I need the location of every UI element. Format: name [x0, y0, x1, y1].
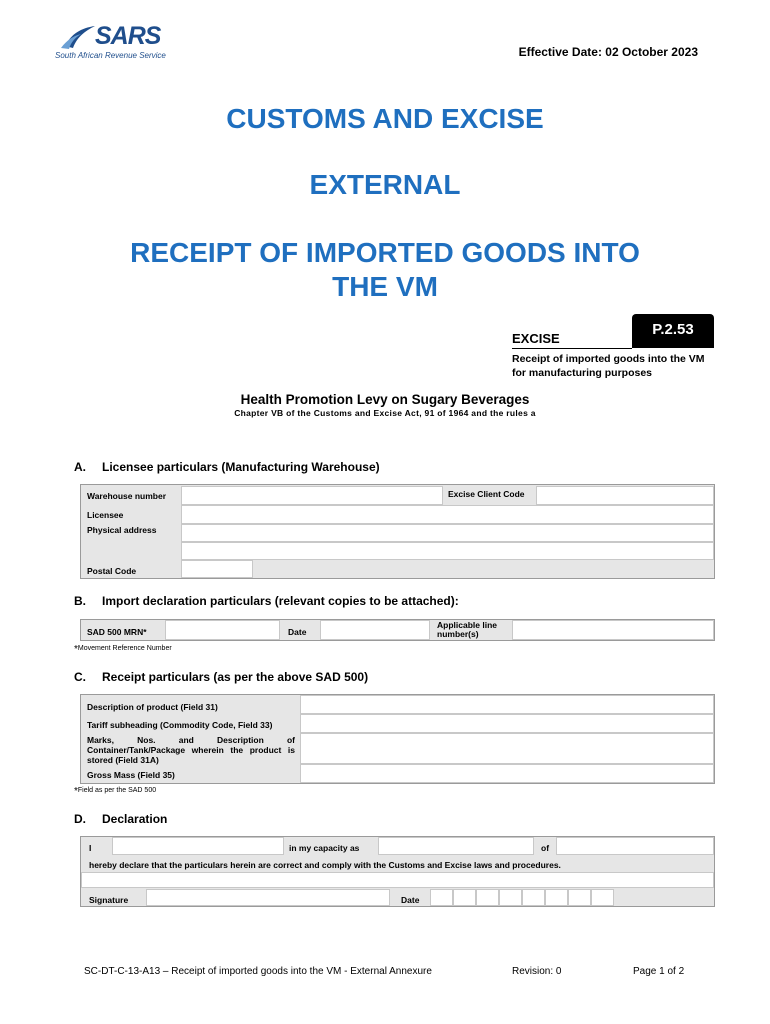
section-b-letter: B. [74, 594, 86, 608]
section-b-title: Import declaration particulars (relevant copies to be attached): [102, 594, 459, 608]
postal-code-input[interactable] [181, 560, 253, 578]
title-receipt-line2: THE VM [332, 271, 438, 302]
date-box-7[interactable] [568, 889, 591, 906]
logo-subtitle: South African Revenue Service [55, 51, 166, 60]
declaration-blank-row [81, 872, 714, 888]
product-description-input[interactable] [300, 695, 714, 714]
product-description-label: Description of product (Field 31) [87, 702, 218, 712]
postal-code-label: Postal Code [87, 566, 137, 576]
date-box-8[interactable] [591, 889, 614, 906]
date-box-3[interactable] [476, 889, 499, 906]
tariff-subheading-label: Tariff subheading (Commodity Code, Field 33) [87, 720, 273, 730]
of-label: of [541, 843, 550, 853]
sad500-mrn-label: SAD 500 MRN* [87, 627, 147, 637]
section-a-title: Licensee particulars (Manufacturing Warehouse) [102, 460, 380, 474]
section-c-letter: C. [74, 670, 86, 684]
warehouse-number-label: Warehouse number [87, 491, 167, 501]
title-receipt-line1: RECEIPT OF IMPORTED GOODS INTO [130, 237, 640, 268]
signature-input[interactable] [146, 889, 390, 906]
sars-logo [55, 22, 165, 62]
logo-wordmark: SARS [95, 22, 161, 50]
title-customs-excise: CUSTOMS AND EXCISE [226, 103, 544, 134]
physical-address-label: Physical address [87, 525, 157, 535]
sars-swoosh-icon [61, 24, 97, 50]
sad-field-footnote: *Field as per the SAD 500 [74, 786, 157, 797]
date-box-2[interactable] [453, 889, 476, 906]
physical-address-input-1[interactable] [181, 524, 714, 542]
date-box-4[interactable] [499, 889, 522, 906]
licensee-label: Licensee [87, 510, 124, 520]
warehouse-number-input[interactable] [181, 486, 443, 505]
declaration-statement: hereby declare that the particulars herein are correct and comply with the Customs and Excise laws and procedures. [89, 860, 561, 870]
title-external: EXTERNAL [309, 169, 461, 200]
licensee-input[interactable] [181, 505, 714, 524]
declarant-name-input[interactable] [112, 837, 284, 855]
levy-title: Health Promotion Levy on Sugary Beverages [240, 392, 530, 407]
form-description: Receipt of imported goods into the VM for manufacturing purposes [512, 353, 705, 379]
footer-document-ref: SC-DT-C-13-A13 – Receipt of imported goods into the VM - External Annexure [84, 966, 432, 977]
declarant-i-label: I [89, 843, 92, 853]
sad500-mrn-input[interactable] [165, 620, 280, 640]
tariff-subheading-input[interactable] [300, 714, 714, 733]
of-input[interactable] [556, 837, 714, 855]
section-d-letter: D. [74, 812, 86, 826]
form-category: EXCISE [512, 331, 560, 346]
levy-subtitle: Chapter VB of the Customs and Excise Act, 91 of 1964 and the rules a [234, 408, 536, 418]
date-box-1[interactable] [430, 889, 453, 906]
import-date-label: Date [288, 627, 307, 637]
gross-mass-input[interactable] [300, 764, 714, 783]
signature-label: Signature [89, 895, 129, 905]
import-date-input[interactable] [320, 620, 430, 640]
section-d-title: Declaration [102, 812, 168, 826]
excise-client-code-input[interactable] [536, 486, 714, 505]
date-box-5[interactable] [522, 889, 545, 906]
capacity-label: in my capacity as [289, 843, 360, 853]
section-a-letter: A. [74, 460, 86, 474]
applicable-line-input[interactable] [512, 620, 714, 640]
footer-revision: Revision: 0 [512, 966, 562, 977]
date-box-6[interactable] [545, 889, 568, 906]
gross-mass-label: Gross Mass (Field 35) [87, 770, 175, 780]
capacity-input[interactable] [378, 837, 534, 855]
physical-address-input-2[interactable] [181, 542, 714, 560]
effective-date: Effective Date: 02 October 2023 [518, 45, 698, 59]
applicable-line-label: Applicable line number(s) [437, 620, 497, 639]
category-divider [512, 348, 632, 349]
section-c-title: Receipt particulars (as per the above SAD 500) [102, 670, 369, 684]
declaration-date-label: Date [401, 895, 420, 905]
marks-label: Marks, Nos. and Description of Container/Tank/Package wherein the product is stored (Field 31A) [87, 735, 295, 765]
mrn-footnote: *Movement Reference Number [74, 644, 172, 655]
excise-client-code-label: Excise Client Code [448, 489, 525, 499]
form-code-badge: P.2.53 [632, 314, 714, 348]
footer-page-number: Page 1 of 2 [633, 966, 685, 977]
marks-input[interactable] [300, 733, 714, 764]
